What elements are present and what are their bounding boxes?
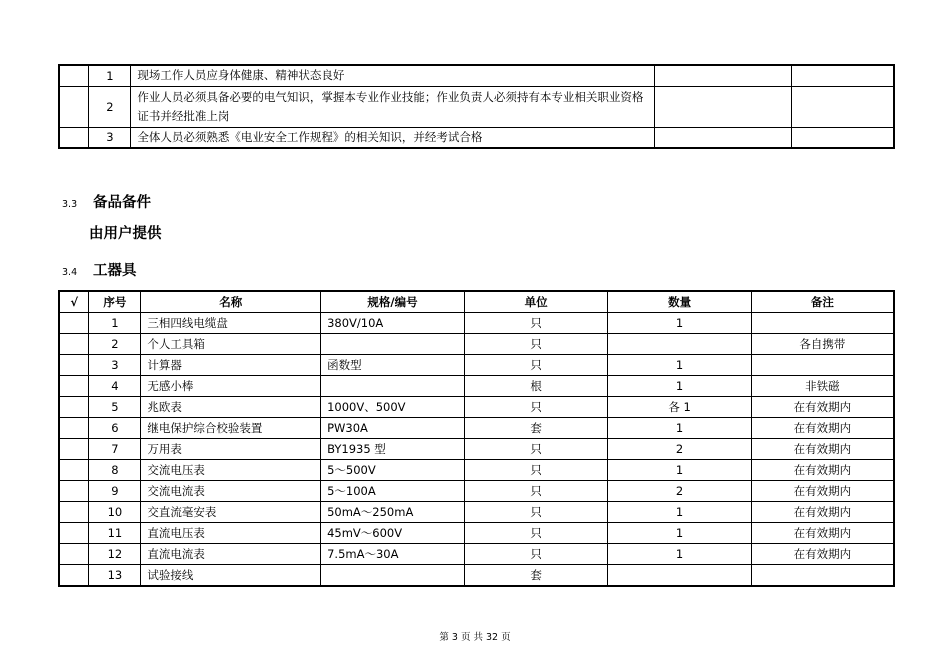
- tool-unit: 只: [464, 397, 607, 418]
- col-header-spec: 规格/编号: [321, 291, 465, 313]
- section-number: 3.3: [62, 199, 78, 210]
- tool-qty: 2: [608, 481, 751, 502]
- check-cell: [59, 86, 89, 127]
- row-number: 1: [89, 313, 141, 334]
- tool-spec: 1000V、500V: [321, 397, 465, 418]
- tool-note: 在有效期内: [751, 481, 894, 502]
- header-row: [59, 291, 894, 313]
- tool-spec: 50mA～250mA: [321, 502, 465, 523]
- check-cell: [59, 544, 89, 565]
- col-header-unit: 单位: [464, 291, 607, 313]
- tool-unit: 只: [464, 544, 607, 565]
- section-number: 3.4: [62, 267, 78, 278]
- tool-unit: 只: [464, 502, 607, 523]
- row-number: 5: [89, 397, 141, 418]
- tool-unit: 只: [464, 481, 607, 502]
- table-row: [59, 439, 894, 460]
- row-number: 6: [89, 418, 141, 439]
- tool-name: 继电保护综合校验装置: [141, 418, 321, 439]
- requirement-text: 作业人员必须具备必要的电气知识，掌握本专业作业技能；作业负责人必须持有本专业相关职业资格证书并经批准上岗: [131, 86, 655, 127]
- tool-spec: 7.5mA～30A: [321, 544, 465, 565]
- check-cell: [59, 439, 89, 460]
- row-number: 3: [89, 127, 131, 148]
- col-header-qty: 数量: [608, 291, 751, 313]
- row-number: 8: [89, 460, 141, 481]
- row-number: 13: [89, 565, 141, 587]
- table-row: [59, 418, 894, 439]
- tool-unit: 只: [464, 355, 607, 376]
- tool-unit: 只: [464, 523, 607, 544]
- col-header-no: 序号: [89, 291, 141, 313]
- col-header-name: 名称: [141, 291, 321, 313]
- tool-name: 交直流毫安表: [141, 502, 321, 523]
- tool-unit: 只: [464, 460, 607, 481]
- tool-note: 非铁磁: [751, 376, 894, 397]
- row-number: 4: [89, 376, 141, 397]
- tool-unit: 只: [464, 334, 607, 355]
- tools-table: [58, 290, 895, 587]
- table-row: [59, 565, 894, 587]
- tool-note: 在有效期内: [751, 397, 894, 418]
- tool-note: 在有效期内: [751, 460, 894, 481]
- table-row: [59, 397, 894, 418]
- table-row: [59, 127, 894, 148]
- tool-unit: 套: [464, 565, 607, 587]
- row-number: 3: [89, 355, 141, 376]
- tool-spec: 45mV～600V: [321, 523, 465, 544]
- table-row: [59, 481, 894, 502]
- check-cell: [59, 334, 89, 355]
- requirement-text: 全体人员必须熟悉《电业安全工作规程》的相关知识，并经考试合格: [131, 127, 655, 148]
- tool-qty: [608, 565, 751, 587]
- tool-unit: 套: [464, 418, 607, 439]
- check-cell: [59, 355, 89, 376]
- check-cell: [59, 376, 89, 397]
- check-cell: [59, 565, 89, 587]
- row-number: 2: [89, 86, 131, 127]
- tool-note: 在有效期内: [751, 502, 894, 523]
- table-row: [59, 502, 894, 523]
- empty-cell: [791, 127, 894, 148]
- check-cell: [59, 460, 89, 481]
- row-number: 11: [89, 523, 141, 544]
- row-number: 2: [89, 334, 141, 355]
- tool-unit: 只: [464, 439, 607, 460]
- row-number: 7: [89, 439, 141, 460]
- tool-note: 在有效期内: [751, 439, 894, 460]
- check-cell: [59, 127, 89, 148]
- empty-cell: [655, 127, 792, 148]
- tool-note: 在有效期内: [751, 418, 894, 439]
- tool-qty: 各 1: [608, 397, 751, 418]
- table-row: [59, 523, 894, 544]
- tool-name: 交流电流表: [141, 481, 321, 502]
- tool-name: 交流电压表: [141, 460, 321, 481]
- tool-note: [751, 565, 894, 587]
- tool-qty: [608, 334, 751, 355]
- tool-note: 在有效期内: [751, 544, 894, 565]
- table-row: [59, 376, 894, 397]
- tool-name: 无感小棒: [141, 376, 321, 397]
- tool-qty: 1: [608, 502, 751, 523]
- tool-qty: 1: [608, 523, 751, 544]
- table-row: [59, 313, 894, 334]
- tool-spec: [321, 334, 465, 355]
- tool-qty: 2: [608, 439, 751, 460]
- row-number: 9: [89, 481, 141, 502]
- tool-qty: 1: [608, 418, 751, 439]
- tool-spec: 5～100A: [321, 481, 465, 502]
- tool-qty: 1: [608, 460, 751, 481]
- tool-qty: 1: [608, 313, 751, 334]
- check-cell: [59, 481, 89, 502]
- tool-name: 计算器: [141, 355, 321, 376]
- tool-name: 兆欧表: [141, 397, 321, 418]
- tool-name: 万用表: [141, 439, 321, 460]
- tool-name: 个人工具箱: [141, 334, 321, 355]
- empty-cell: [791, 65, 894, 86]
- tool-name: 直流电压表: [141, 523, 321, 544]
- col-header-note: 备注: [751, 291, 894, 313]
- tool-spec: BY1935 型: [321, 439, 465, 460]
- tool-qty: 1: [608, 355, 751, 376]
- tool-spec: 5～500V: [321, 460, 465, 481]
- tool-qty: 1: [608, 544, 751, 565]
- section-heading: 备品备件: [93, 195, 151, 211]
- tool-spec: [321, 565, 465, 587]
- row-number: 10: [89, 502, 141, 523]
- tool-spec: 380V/10A: [321, 313, 465, 334]
- tool-spec: [321, 376, 465, 397]
- table-row: [59, 334, 894, 355]
- tool-spec: PW30A: [321, 418, 465, 439]
- tool-note: [751, 313, 894, 334]
- check-cell: [59, 397, 89, 418]
- tool-note: [751, 355, 894, 376]
- check-cell: [59, 523, 89, 544]
- requirements-table: [58, 64, 895, 149]
- section-heading: 工器具: [93, 263, 137, 279]
- check-cell: [59, 65, 89, 86]
- table-row: [59, 65, 894, 86]
- section-body: 由用户提供: [89, 226, 162, 242]
- tool-qty: 1: [608, 376, 751, 397]
- row-number: 1: [89, 65, 131, 86]
- empty-cell: [655, 65, 792, 86]
- page-footer: 第 3 页 共 32 页: [439, 632, 511, 643]
- requirement-text: 现场工作人员应身体健康、精神状态良好: [131, 65, 655, 86]
- table-row: [59, 544, 894, 565]
- tool-name: 直流电流表: [141, 544, 321, 565]
- empty-cell: [655, 86, 792, 127]
- tool-name: 三相四线电缆盘: [141, 313, 321, 334]
- check-cell: [59, 313, 89, 334]
- tool-note: 各自携带: [751, 334, 894, 355]
- tool-note: 在有效期内: [751, 523, 894, 544]
- tool-spec: 函数型: [321, 355, 465, 376]
- table-row: [59, 460, 894, 481]
- check-cell: [59, 502, 89, 523]
- tool-name: 试验接线: [141, 565, 321, 587]
- table-row: [59, 355, 894, 376]
- empty-cell: [791, 86, 894, 127]
- check-cell: [59, 418, 89, 439]
- tool-unit: 只: [464, 313, 607, 334]
- table-row: [59, 86, 894, 127]
- row-number: 12: [89, 544, 141, 565]
- tool-unit: 根: [464, 376, 607, 397]
- col-header-check: √: [59, 291, 89, 313]
